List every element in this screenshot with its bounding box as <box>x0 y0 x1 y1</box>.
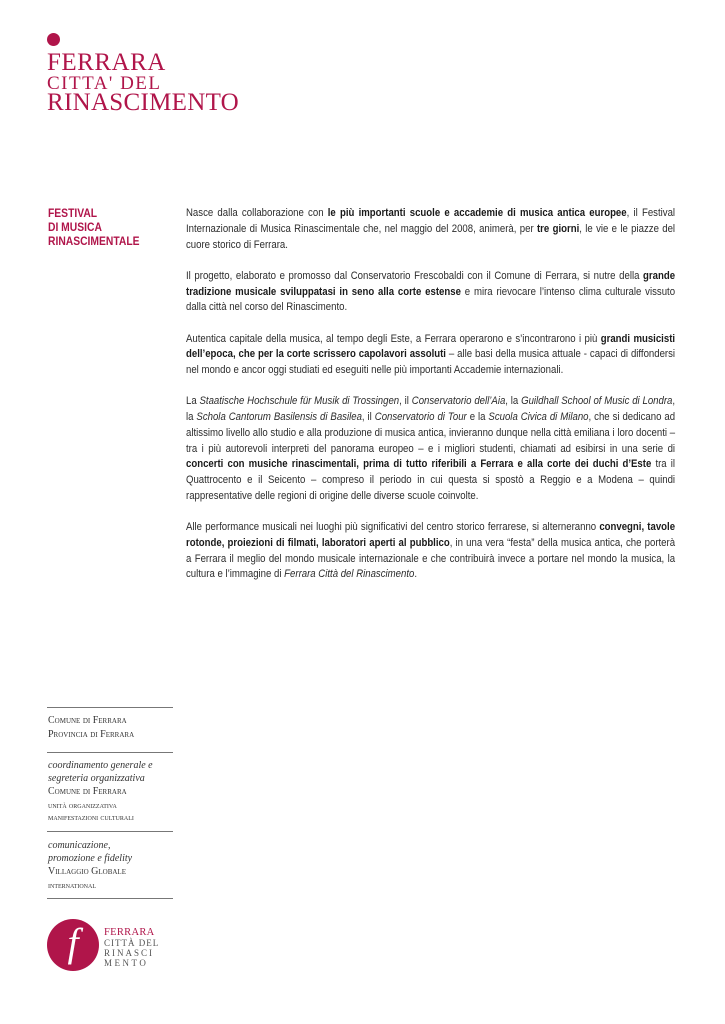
text-run: Alle performance musicali nei luoghi più significativi del centro storico ferrarese, si alterneranno <box>186 521 600 533</box>
text-run: tra il Quattrocento e il Seicento – compreso il periodo in cui questa si spostò a Reggio e a Modena – quindi rappresentative delle regioni di origine delle diverse scuole coinvolte. <box>186 458 676 502</box>
italic-text: Staatische Hochschule für Musik di Trossingen <box>199 395 400 408</box>
sidebar-block-institutions <box>48 714 208 741</box>
footer-logo-text: CITTÀ DEL <box>104 938 160 948</box>
organization-unit: unità organizzativa <box>48 799 117 810</box>
logo-f-glyph: f <box>67 920 79 965</box>
institution-provincia: Provincia di Ferrara <box>48 728 135 740</box>
role-label: segreteria organizzativa <box>48 772 145 784</box>
bold-text: convegni, tavole rotonde, proiezioni di filmati, laboratori aperti al pubblico <box>186 521 676 549</box>
logo-title-rinascimento: RINASCIMENTO <box>47 89 240 116</box>
bold-text: grande tradizione musicale sviluppatasi in seno alla corte estense <box>186 269 676 298</box>
paragraph <box>186 332 675 379</box>
italic-text: Conservatorio dell’Aia <box>411 395 506 408</box>
role-label: comunicazione, <box>48 840 111 851</box>
paragraph <box>186 269 675 316</box>
organization-name: Comune di Ferrara <box>48 786 127 797</box>
divider <box>47 898 173 899</box>
logo-title-ferrara: FERRARA <box>47 49 166 76</box>
paragraph <box>186 206 675 253</box>
text-run: Autentica capitale della musica, al tempo degli Este, a Ferrara operarono e s’incontrarono i più <box>186 332 601 345</box>
text-run: e mira rievocare l’intenso clima culturale vissuto dalla città nel corso del Rinascimento. <box>186 285 676 314</box>
text-run: . <box>414 568 418 581</box>
paragraph <box>186 394 675 504</box>
text-run: , il <box>399 395 412 408</box>
italic-text: Guildhall School of Music di Londra <box>521 395 673 408</box>
footer-logo-text: FERRARA <box>104 927 155 938</box>
bold-text: le più importanti scuole e accademie di musica antica europee <box>327 207 627 219</box>
text-run: – alle basi della musica attuale - capaci di diffondersi nel mondo e ancor oggi studiati ed eseguiti nelle più importanti Accademie internazionali. <box>186 348 676 376</box>
italic-text: Schola Cantorum Basilensis di Basilea <box>196 411 362 423</box>
sidebar-block-communication <box>48 840 208 891</box>
role-label: coordinamento generale e <box>48 760 153 771</box>
footer-logo-text: MENTO <box>104 958 149 968</box>
section-title-line: RINASCIMENTALE <box>48 234 140 248</box>
logo-title-citta-del: CITTA' DEL <box>47 73 162 94</box>
text-run: , la <box>186 395 676 423</box>
italic-text: Scuola Civica di Milano <box>488 411 589 423</box>
bold-text: concerti con musiche rinascimentali, prima di tutto riferibili a Ferrara e alla corte dei duchi d’Este <box>186 458 652 471</box>
paragraph <box>186 520 675 583</box>
divider <box>47 752 173 753</box>
section-title <box>48 206 143 248</box>
footer-logo-text: RINASCI <box>104 948 155 958</box>
divider <box>47 707 173 708</box>
text-run: , le vie e le piazze del cuore storico di Ferrara. <box>186 222 676 251</box>
body-text <box>186 206 675 599</box>
text-run: , il <box>361 411 375 423</box>
text-run: , la <box>505 395 522 408</box>
section-title-line: FESTIVAL <box>48 206 98 220</box>
sidebar-block-coordination <box>48 760 208 823</box>
organization-unit: international <box>48 879 96 890</box>
footer-logo <box>47 919 207 975</box>
text-run: , il Festival Internazionale di Musica Rinascimentale che, nel maggio del 2008, animerà, per <box>186 207 676 235</box>
italic-text: Conservatorio di Tour <box>374 411 467 423</box>
logo-f-icon <box>47 919 99 971</box>
divider <box>47 831 173 832</box>
logo-dot <box>47 33 60 46</box>
institution-comune: Comune di Ferrara <box>48 715 127 726</box>
section-title-line: DI MUSICA <box>48 220 102 234</box>
text-run: Il progetto, elaborato e promosso dal Conservatorio Frescobaldi con il Comune di Ferrara, si nutre della <box>186 269 644 282</box>
text-run: e la <box>466 411 489 423</box>
role-label: promozione e fidelity <box>48 852 133 864</box>
text-run: La <box>186 395 200 408</box>
bold-text: grandi musicisti dell’epoca, che per la corte scrissero capolavori assoluti <box>186 332 676 361</box>
bold-text: tre giorni <box>536 222 580 235</box>
italic-text: Ferrara Città del Rinascimento <box>284 568 415 581</box>
text-run: Nasce dalla collaborazione con <box>186 207 328 219</box>
text-run: , in una vera “festa” della musica antica, che porterà a Ferrara il meglio del mondo musicale internazionale e che contribuirà invece a portare nel mondo la musica, la cultura e l’immagine di <box>186 536 676 581</box>
organization-name: Villaggio Globale <box>48 866 126 877</box>
organization-unit: manifestazioni culturali <box>48 811 134 822</box>
text-run: , che si dedicano ad altissimo livello allo studio e alla produzione di musica antica, invieranno dunque nella città emiliana i loro docenti – tra i più autorevoli interpreti del panorama europeo – e i migliori studenti, chiamati ad esibirsi in una serie di <box>186 411 676 455</box>
